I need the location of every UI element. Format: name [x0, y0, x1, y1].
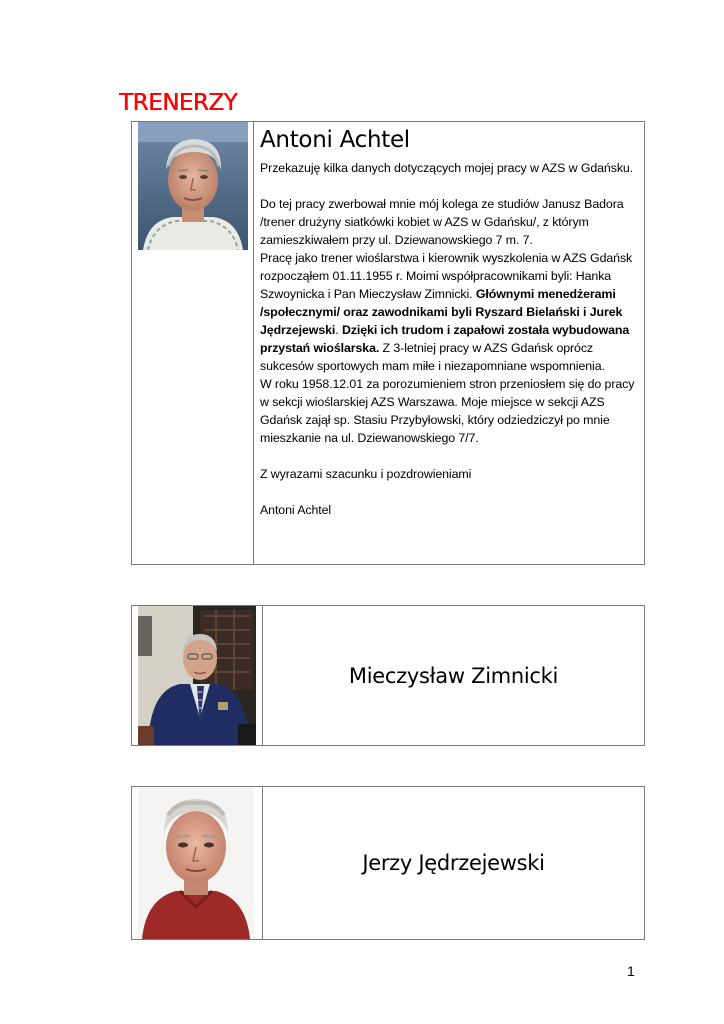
paragraph-3-bold-2: Dzięki ich trudom i zapałowi została wybudowana przystań wioślarska.	[260, 323, 630, 355]
portrait-photo-zimnicki	[138, 606, 256, 745]
letter-paragraph-3	[260, 249, 642, 375]
coach-name: Jerzy Jędrzejewski	[362, 851, 545, 875]
letter-signature: Antoni Achtel	[260, 503, 332, 517]
column-divider	[253, 122, 254, 564]
page-heading: TRENERZY	[119, 90, 238, 116]
portrait-image	[138, 787, 254, 939]
coach-card-jedrzejewski	[131, 786, 645, 940]
letter-paragraph-2: Do tej pracy zwerbował mnie mój kolega ze studiów Janusz Badora /trener drużyny siatkówki kobiet w AZS w Gdańsku/, z którym zamieszkiwałem przy ul. Dziewanowskiego 7 m. 7.	[260, 197, 624, 247]
coach-card-zimnicki	[131, 605, 645, 746]
letter-closing: Z wyrazami szacunku i pozdrowieniami	[260, 467, 472, 481]
coach-name: Antoni Achtel	[260, 127, 410, 153]
paragraph-3-text: Pracę jako trener wioślarstwa i kierownik wyszkolenia w AZS Gdańsk rozpocząłem 01.11.1955 r. Moimi współpracownikami byli: Hanka Szwoynicka i Pan Mieczysław Zimnicki.	[260, 251, 633, 301]
page-number: 1	[627, 963, 635, 979]
portrait-image	[138, 606, 256, 745]
paragraph-3-dot: .	[335, 323, 342, 337]
coach-card-achtel	[131, 121, 645, 565]
portrait-image	[138, 122, 248, 250]
coach-name: Mieczysław Zimnicki	[348, 663, 559, 688]
paragraph-3-tail: Z 3-letniej pracy w AZS Gdańsk oprócz sukcesów sportowych mam miłe i niezapomniane wspomnienia.	[260, 341, 605, 373]
portrait-photo-jedrzejewski	[138, 787, 254, 939]
paragraph-3-bold-1: Głównymi menedżerami /społecznymi/ oraz zawodnikami byli Ryszard Bielański i Jurek Jędrzejewski	[260, 287, 623, 337]
letter-paragraph-1: Przekazuję kilka danych dotyczących mojej pracy w AZS w Gdańsku.	[260, 161, 634, 175]
coach-letter	[260, 126, 642, 519]
portrait-photo-achtel	[138, 122, 248, 250]
letter-paragraph-4: W roku 1958.12.01 za porozumieniem stron przeniosłem się do pracy w sekcji wioślarskiej AZS Warszawa. Moje miejsce w sekcji AZS Gdańsk zajął sp. Stasiu Przybyłowski, który odziedziczył po mnie mieszkanie na ul. Dziewanowskiego 7/7.	[260, 377, 635, 445]
